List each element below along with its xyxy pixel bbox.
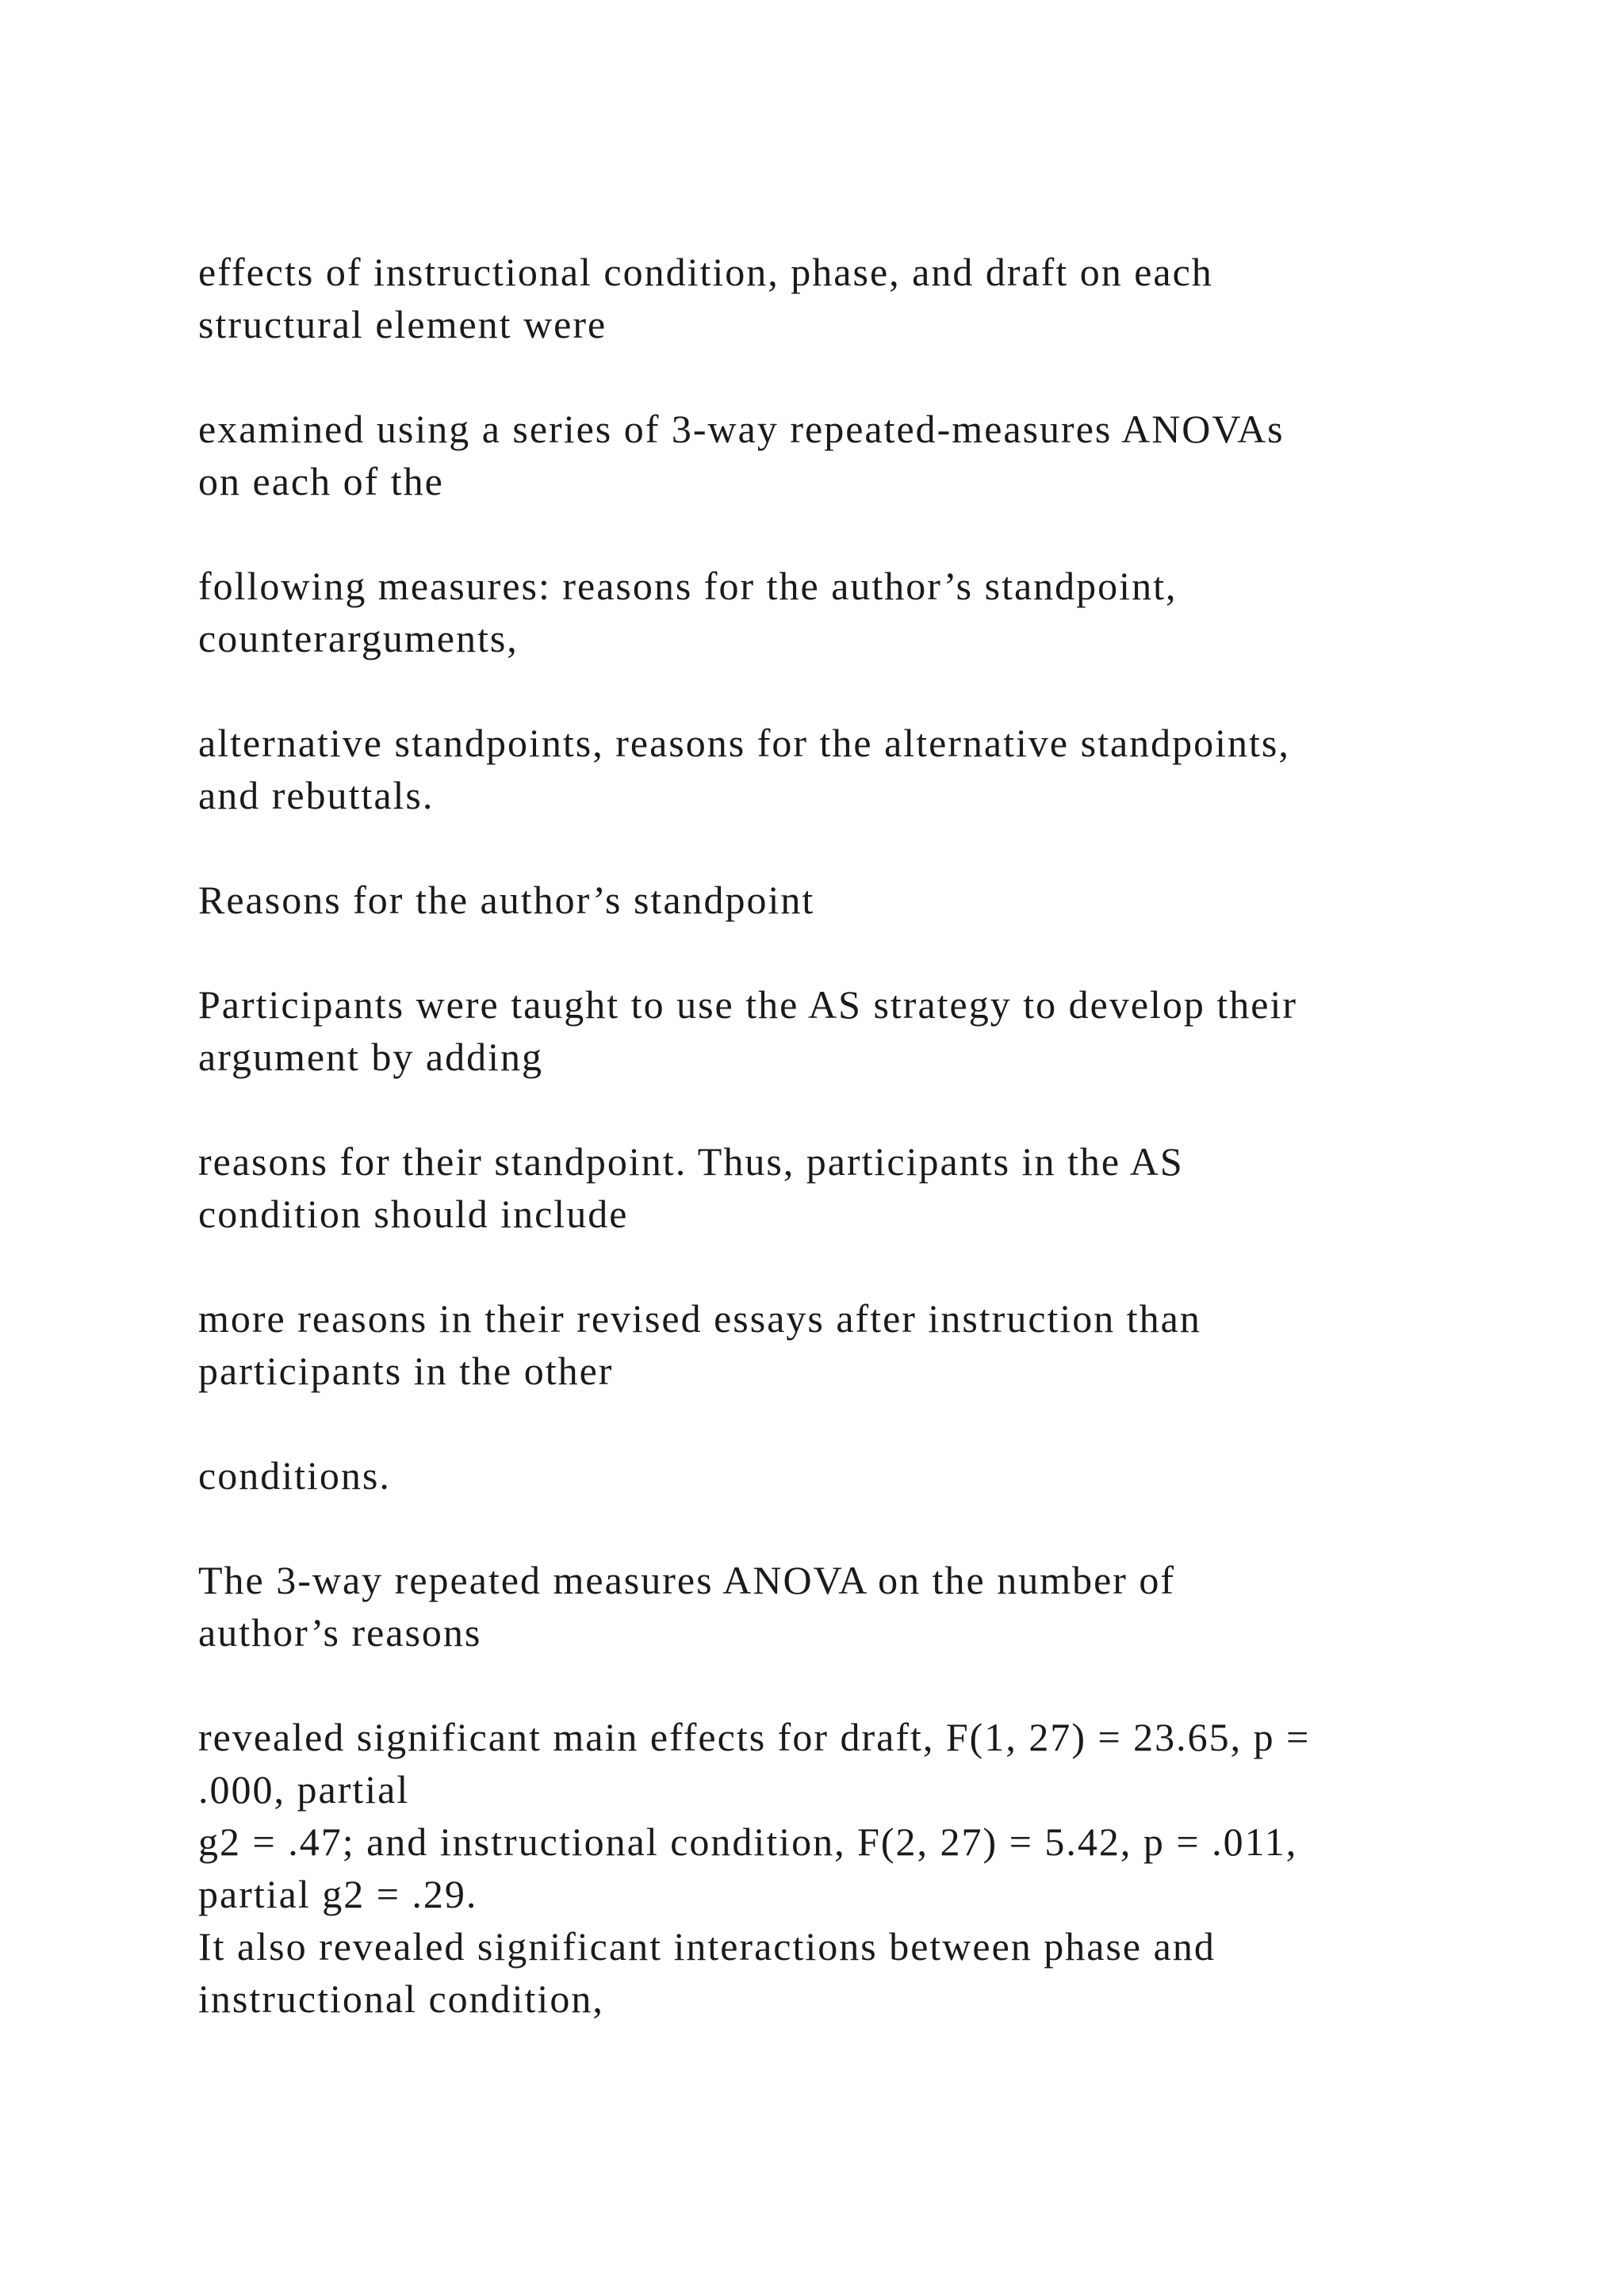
text-line: conditions. [198,1453,391,1498]
text-line: .000, partial [198,1767,410,1812]
text-line: effects of instructional condition, phase, and draft on each [198,250,1213,294]
paragraph-gap [198,1397,1483,1449]
paragraph-gap [198,507,1483,560]
text-line: It also revealed significant interactions between phase and [198,1924,1216,1969]
text-line: following measures: reasons for the author’s standpoint, [198,564,1178,608]
text-line: The 3-way repeated measures ANOVA on the number of [198,1558,1176,1602]
text-line: on each of the [198,459,444,503]
paragraph-gap [198,821,1483,874]
paragraph-11 [198,1711,1483,2025]
paragraph-10 [198,1554,1483,1659]
text-line: more reasons in their revised essays after instruction than [198,1296,1201,1341]
paragraph-gap [198,1083,1483,1135]
paragraph-9 [198,1449,1483,1502]
text-line: counterarguments, [198,616,519,660]
text-line: reasons for their standpoint. Thus, participants in the AS [198,1139,1184,1184]
text-line: partial g2 = .29. [198,1872,478,1916]
section-heading [198,874,1483,926]
paragraph-1 [198,246,1483,350]
paragraph-3 [198,560,1483,664]
text-line: instructional condition, [198,1976,604,2021]
text-line: Participants were taught to use the AS strategy to develop their [198,982,1298,1027]
document-body [198,246,1483,2025]
text-line: participants in the other [198,1349,614,1393]
text-line: examined using a series of 3-way repeated-measures ANOVAs [198,407,1285,451]
text-line: author’s reasons [198,1610,482,1655]
paragraph-2 [198,403,1483,507]
paragraph-7 [198,1135,1483,1240]
paragraph-gap [198,664,1483,717]
paragraph-gap [198,926,1483,978]
text-line: g2 = .47; and instructional condition, F(2, 27) = 5.42, p = .011, [198,1820,1298,1864]
paragraph-gap [198,1240,1483,1292]
paragraph-8 [198,1292,1483,1397]
text-line: argument by adding [198,1035,543,1079]
paragraph-6 [198,978,1483,1083]
text-line: structural element were [198,302,607,346]
text-line: and rebuttals. [198,773,435,817]
paragraph-4 [198,717,1483,821]
paragraph-gap [198,1502,1483,1554]
paragraph-gap [198,1659,1483,1711]
text-line: alternative standpoints, reasons for the alternative standpoints, [198,721,1290,765]
text-line: revealed significant main effects for draft, F(1, 27) = 23.65, p = [198,1715,1311,1759]
heading-line: Reasons for the author’s standpoint [198,878,815,922]
paragraph-gap [198,350,1483,403]
text-line: condition should include [198,1192,629,1236]
